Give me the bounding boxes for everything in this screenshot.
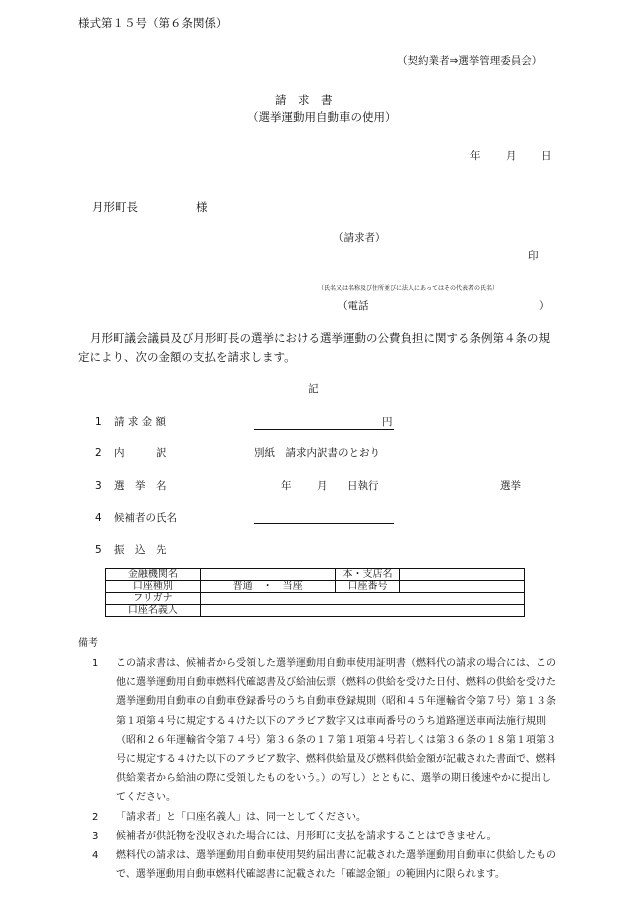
date-month: 月 [506,150,517,162]
account-number-value [400,581,525,593]
furigana-label: フリガナ [106,593,201,605]
holder-value [200,605,524,617]
phone-label: （電話 [337,300,369,312]
claimant-label: （請求者） [333,232,386,244]
item-3-day: 日執行 [347,480,379,492]
amount-underline [254,429,394,430]
bank-name-value [200,569,335,581]
remark-item [88,808,558,827]
account-number-label: 口座番号 [335,581,400,593]
item-2-number: 2 [95,447,102,459]
remark-item [88,827,558,846]
document-subtitle: （選挙運動用自動車の使用） [247,110,397,124]
item-5-label: 振 込 先 [114,544,167,556]
item-3-month: 月 [317,480,328,492]
body-paragraph: 月形町議会議員及び月形町長の選挙における選挙運動の公費負担に関する条例第４条の規定により、次の金額の支払を請求します。 [78,331,550,364]
remark-text: 候補者が供託物を没収された場合には、月形町に支払を請求することはできません。 [116,830,497,842]
remark-item [88,654,558,808]
remark-number: 3 [92,830,99,842]
claimant-note: （氏名又は名称及び住所並びに法人にあってはその代表者の氏名） [318,285,498,292]
remark-item [88,846,558,884]
item-4-number: 4 [95,512,102,524]
addressee-name: 月形町長 [92,200,138,214]
remark-number: 1 [92,658,99,669]
item-5-number: 5 [95,544,102,556]
item-3-label: 選 挙 名 [114,480,167,492]
bank-account-table [105,568,525,617]
item-3-year: 年 [281,480,292,492]
form-number: 様式第１５号（第６条関係） [78,16,228,30]
item-1-number: 1 [95,416,102,428]
seal-mark: 印 [528,250,539,262]
item-1-label: 請 求 金 額 [114,416,167,428]
date-year: 年 [470,150,481,162]
item-1-unit: 円 [382,416,393,428]
branch-label: 本・支店名 [335,569,400,581]
ki-mark: 記 [308,383,319,395]
remarks-heading: 備考 [78,638,98,649]
remarks-list [88,654,558,884]
addressee-honorific: 様 [196,200,208,214]
bank-name-label: 金融機関名 [106,569,201,581]
date-day: 日 [541,150,552,162]
remark-number: 4 [92,850,99,862]
holder-label: 口座名義人 [106,605,201,617]
item-3-election: 選挙 [500,480,521,492]
branch-value [400,569,525,581]
remark-text: 燃料代の請求は、選挙運動用自動車使用契約届出書に記載された選挙運動用自動車に供給したもので、選挙運動用自動車燃料代確認書に記載された「確認金額」の範囲内に限られます。 [116,850,556,881]
remark-number: 2 [92,811,99,823]
phone-close: ） [539,300,550,312]
item-3-number: 3 [95,480,102,492]
item-4-label: 候補者の氏名 [114,512,177,524]
document-title: 請 求 書 [275,93,333,107]
account-type-label: 口座種別 [106,581,201,593]
furigana-value [200,593,524,605]
account-type-options: 普通 ・ 当座 [200,581,335,593]
remark-text: 「請求者」と「口座名義人」は、同一としてください。 [116,811,366,823]
candidate-underline [254,523,394,524]
remark-text: この請求書は、候補者から受領した選挙運動用自動車使用証明書（燃料代の請求の場合には、この他に選挙運動用自動車燃料代確認書及び給油伝票（燃料の供給を受けた日付、燃料の供給を受けた選挙運動用自動車の自動車登録番号のうち自動車登録規則（昭和４５年運輸省令第７号）第１３条第１項第４号に規定する４けた以下のアラビア数字又は車両番号のうち道路運送車両法施行規則（昭和２６年運輸省令第７４号）第３６条の１７第１項第４号若しくは第３６条の１８第１項第３号に規定する４けた以下のアラビア数字、燃料供給量及び燃料供給金額が記載された書面で、燃料供給業者から給油の際に受領したものをいう。）の写し）とともに、選挙の期日後速やかに提出してください。 [116,658,556,804]
item-2-value: 別紙 請求内訳書のとおり [254,447,380,459]
routing-note: （契約業者⇒選挙管理委員会） [397,55,543,67]
item-2-label: 内 訳 [114,447,167,459]
